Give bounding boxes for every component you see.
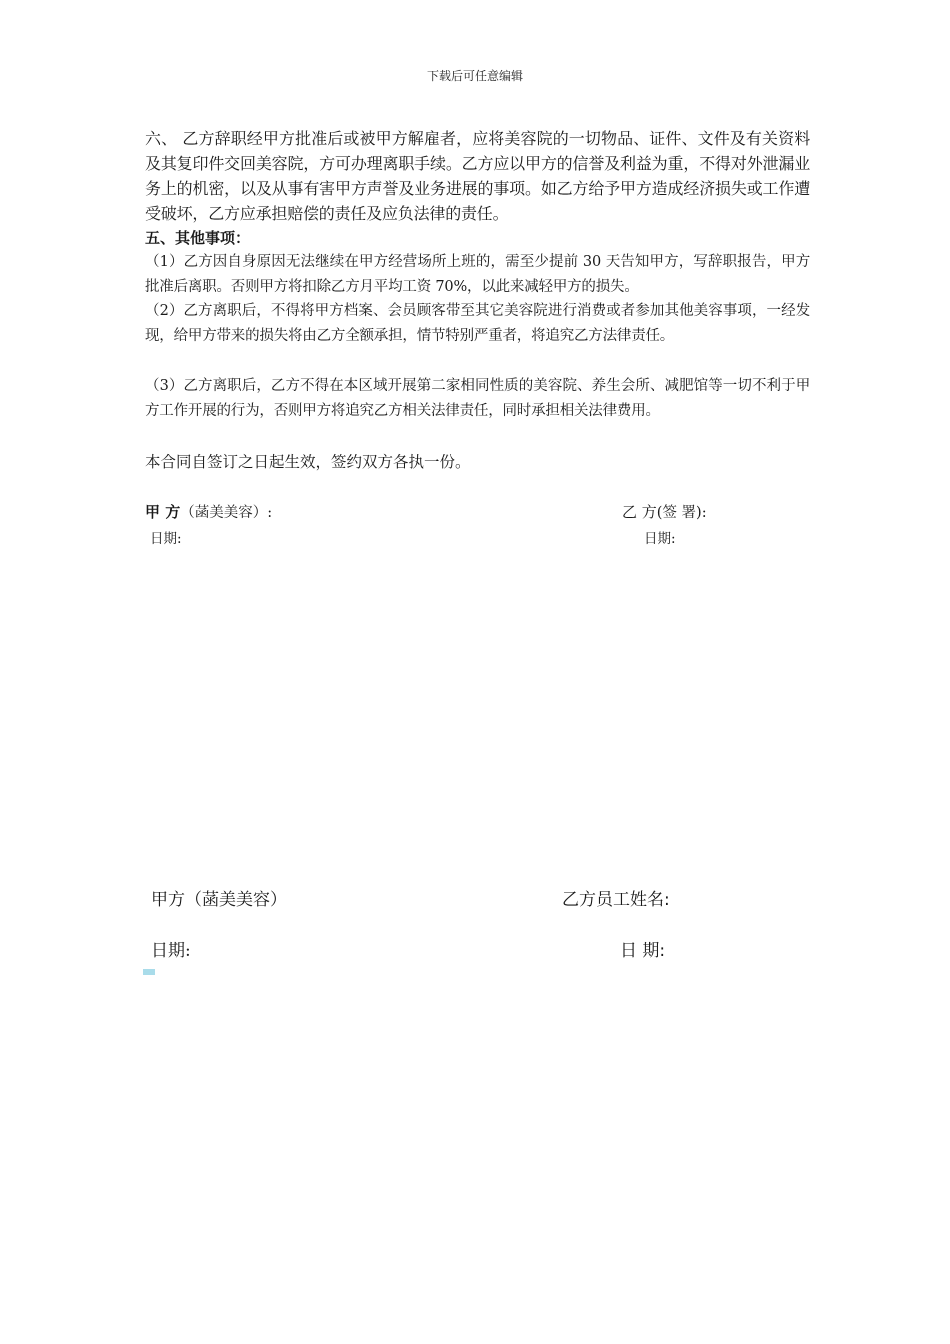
closing-statement: 本合同自签订之日起生效，签约双方各执一份。 <box>145 453 471 471</box>
party-a-date-bottom: 日期: <box>151 941 191 961</box>
party-b-prefix: 乙 方 <box>622 503 657 521</box>
clause-six: 六、 乙方辞职经甲方批准后或被甲方解雇者，应将美容院的一切物品、证件、文件及有关资料及其复印件交回美容院，方可办理离职手续。乙方应以甲方的信誉及利益为重，不得对外泄漏业务上的机密，以及从事有害甲方声誉及业务进展的事项。如乙方给予甲方造成经济损失或工作遭受破坏，乙方应承担赔偿的责任及应负法律的责任。 <box>145 129 810 223</box>
cursor-marker <box>143 969 155 975</box>
party-a-signature-bottom: 甲方（菡美美容） <box>151 890 287 910</box>
item-3: （3）乙方离职后，乙方不得在本区域开展第二家相同性质的美容院、养生会所、减肥馆等一切不利于甲方工作开展的行为，否则甲方将追究乙方相关法律责任，同时承担相关法律费用。 <box>145 378 810 419</box>
party-b-sign: (签 署): <box>656 505 707 521</box>
party-a-signature-top <box>145 501 272 522</box>
party-b-date-top: 日期: <box>644 531 676 547</box>
section-five-heading: 五、其他事项： <box>145 229 251 247</box>
party-a-prefix: 甲 方 <box>145 503 181 521</box>
party-a-name: （菡美美容）: <box>180 505 273 521</box>
party-b-signature-bottom <box>562 885 670 910</box>
party-b-name-label: 员工姓名: <box>596 890 670 910</box>
party-b-signature-top <box>622 501 707 522</box>
party-b-date-bottom: 日 期: <box>620 941 666 961</box>
header-note: 下载后可任意编辑 <box>426 69 523 83</box>
item-2: （2）乙方离职后，不得将甲方档案、会员顾客带至其它美容院进行消费或者参加其他美容事项，一经发现，给甲方带来的损失将由乙方全额承担，情节特别严重者，将追究乙方法律责任。 <box>145 303 810 344</box>
party-a-date-top: 日期: <box>150 531 182 547</box>
party-b-prefix-bottom: 乙方 <box>562 890 596 910</box>
item-1: （1）乙方因自身原因无法继续在甲方经营场所上班的，需至少提前 30 天告知甲方，写辞职报告，甲方批准后离职。否则甲方将扣除乙方月平均工资 70%，以此来减轻甲方的损失。 <box>145 254 810 295</box>
